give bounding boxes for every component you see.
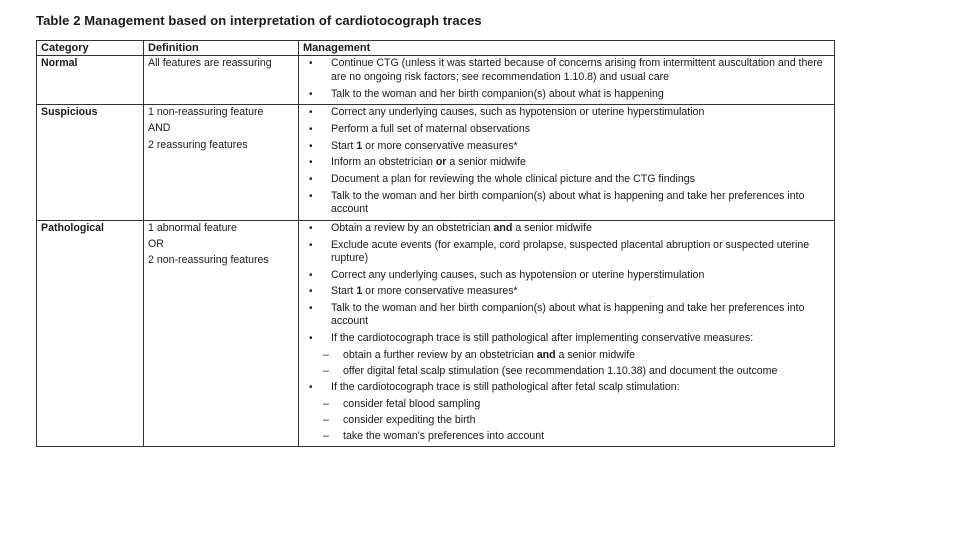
item-text: Perform a full set of maternal observations bbox=[331, 122, 531, 135]
bullet-marker: • bbox=[309, 333, 313, 345]
bullet-marker: • bbox=[309, 381, 313, 393]
sub-list-item bbox=[303, 349, 830, 362]
category-cell: Suspicious bbox=[37, 105, 144, 221]
sub-list-item bbox=[303, 398, 830, 411]
management-table bbox=[36, 40, 835, 447]
sub-list-item bbox=[303, 365, 830, 378]
dash-marker: – bbox=[323, 429, 329, 442]
header-category: Category bbox=[37, 41, 144, 56]
item-text: Correct any underlying causes, such as hypotension or uterine hyperstimulation bbox=[331, 268, 705, 281]
bullet-marker: • bbox=[309, 123, 313, 135]
item-text: or more conservative measures* bbox=[362, 139, 518, 152]
dash-marker: – bbox=[323, 364, 329, 377]
item-text: Exclude acute events (for example, cord prolapse, suspected placental abruption or suspected uterine rupture) bbox=[331, 238, 810, 264]
list-item bbox=[303, 222, 830, 235]
item-text: a senior midwife bbox=[555, 348, 636, 361]
list-item bbox=[303, 332, 830, 345]
table-row bbox=[37, 56, 835, 105]
bullet-marker: • bbox=[309, 88, 313, 100]
definition-line: 2 non-reassuring features bbox=[148, 254, 269, 267]
list-item bbox=[303, 269, 830, 282]
category-cell: Normal bbox=[37, 56, 144, 105]
item-text: Continue CTG (unless it was started because of concerns arising from intermittent auscultation and there are no ongoing risk factors; see recommendation 1.10.8) and usual care bbox=[331, 57, 823, 83]
list-item bbox=[303, 239, 830, 266]
bullet-marker: • bbox=[309, 107, 313, 119]
dash-marker: – bbox=[323, 413, 329, 426]
list-item bbox=[303, 123, 830, 136]
list-item bbox=[303, 140, 830, 153]
list-item bbox=[303, 190, 830, 217]
definition-line: 2 reassuring features bbox=[148, 138, 248, 151]
definition-line: All features are reassuring bbox=[148, 57, 272, 70]
bullet-marker: • bbox=[309, 157, 313, 169]
bullet-marker: • bbox=[309, 269, 313, 281]
item-text: consider fetal blood sampling bbox=[343, 397, 481, 410]
item-text: Talk to the woman and her birth companion(s) about what is happening and take her preferences into account bbox=[331, 189, 805, 216]
item-text: or more conservative measures* bbox=[362, 285, 518, 298]
bullet-marker: • bbox=[309, 239, 313, 251]
header-row bbox=[37, 41, 835, 56]
list-item bbox=[303, 285, 830, 298]
list-item bbox=[303, 88, 830, 101]
item-text: a senior midwife bbox=[512, 221, 592, 234]
list-item bbox=[303, 106, 830, 119]
bullet-marker: • bbox=[309, 174, 313, 186]
item-text: Talk to the woman and her birth companion(s) about what is happening bbox=[331, 87, 664, 100]
definition-line: OR bbox=[148, 238, 164, 251]
definition-line: AND bbox=[148, 122, 171, 135]
item-bold-text: 1 bbox=[356, 139, 363, 152]
item-text: If the cardiotocograph trace is still pathological after fetal scalp stimulation: bbox=[331, 380, 680, 393]
table-row bbox=[37, 220, 835, 446]
list-item bbox=[303, 57, 830, 84]
bullet-marker: • bbox=[309, 58, 313, 70]
item-text: offer digital fetal scalp stimulation (see recommendation 1.10.38) and document the outcome bbox=[343, 364, 778, 377]
item-text: Inform an obstetrician bbox=[331, 156, 436, 169]
item-text: consider expediting the birth bbox=[343, 413, 476, 426]
dash-marker: – bbox=[323, 348, 329, 361]
list-item bbox=[303, 381, 830, 394]
dash-marker: – bbox=[323, 397, 329, 410]
item-bold-text: and bbox=[493, 221, 513, 234]
item-text: Start bbox=[331, 285, 357, 298]
management-cell bbox=[299, 105, 835, 221]
item-text: obtain a further review by an obstetrician bbox=[343, 348, 537, 361]
item-text: Start bbox=[331, 139, 357, 152]
bullet-marker: • bbox=[309, 303, 313, 315]
sub-list-item bbox=[303, 430, 830, 443]
list-item bbox=[303, 302, 830, 329]
bullet-marker: • bbox=[309, 190, 313, 202]
definition-cell bbox=[144, 220, 299, 446]
definition-line: 1 abnormal feature bbox=[148, 221, 237, 234]
list-item bbox=[303, 173, 830, 186]
item-bold-text: and bbox=[536, 348, 556, 361]
item-text: take the woman's preferences into account bbox=[343, 429, 545, 442]
management-cell bbox=[299, 220, 835, 446]
table-title: Table 2 Management based on interpretation of cardiotocograph traces bbox=[36, 13, 482, 28]
item-text: Obtain a review by an obstetrician bbox=[331, 221, 494, 234]
item-bold-text: or bbox=[435, 156, 447, 169]
management-cell bbox=[299, 56, 835, 105]
item-text: a senior midwife bbox=[446, 156, 526, 169]
header-management: Management bbox=[299, 41, 835, 56]
item-text: Document a plan for reviewing the whole clinical picture and the CTG findings bbox=[331, 173, 695, 186]
bullet-marker: • bbox=[309, 222, 313, 234]
sub-list-item bbox=[303, 414, 830, 427]
bullet-marker: • bbox=[309, 286, 313, 298]
header-definition: Definition bbox=[144, 41, 299, 56]
table-row bbox=[37, 105, 835, 221]
definition-cell bbox=[144, 105, 299, 221]
category-cell: Pathological bbox=[37, 220, 144, 446]
bullet-marker: • bbox=[309, 140, 313, 152]
item-bold-text: 1 bbox=[356, 285, 363, 298]
definition-cell bbox=[144, 56, 299, 105]
list-item bbox=[303, 156, 830, 169]
item-text: Correct any underlying causes, such as hypotension or uterine hyperstimulation bbox=[331, 106, 705, 119]
item-text: Talk to the woman and her birth companion(s) about what is happening and take her preferences into account bbox=[331, 302, 805, 328]
definition-line: 1 non-reassuring feature bbox=[148, 106, 264, 119]
item-text: If the cardiotocograph trace is still pathological after implementing conservative measures: bbox=[331, 332, 754, 345]
